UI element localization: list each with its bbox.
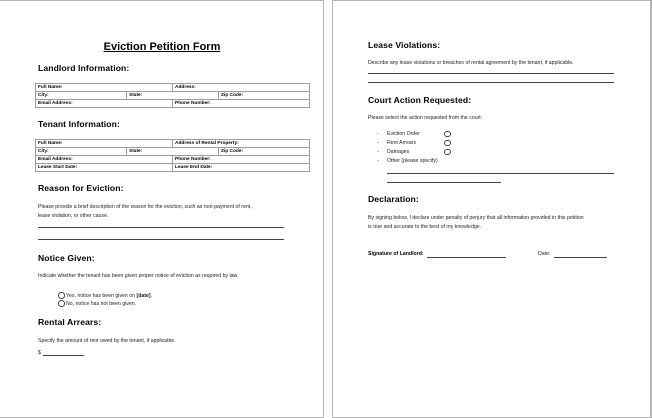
date-label: Date: xyxy=(538,251,551,257)
form-title: Eviction Petition Form xyxy=(103,41,221,53)
tenant-heading: Tenant Information: xyxy=(38,119,120,129)
table-row xyxy=(36,100,310,108)
table-row xyxy=(36,92,310,100)
notice-heading: Notice Given: xyxy=(38,253,95,263)
notice-yes-suffix: . xyxy=(150,293,153,299)
declaration-heading: Declaration: xyxy=(368,194,419,204)
landlord-city-field[interactable]: City: xyxy=(36,92,127,100)
lease-violations-instructions: Describe any lease violations or breaches of rental agreement by the tenant, if applicable. xyxy=(368,60,574,66)
other-specify-line-1[interactable] xyxy=(387,173,614,174)
bullet: - xyxy=(377,158,379,164)
table-row xyxy=(36,140,310,148)
landlord-state-field[interactable]: State: xyxy=(127,92,219,100)
reason-answer-line-2[interactable] xyxy=(38,239,284,240)
reason-instructions-1: Please provide a brief description of the reason for the eviction, such as non-payment of rent, xyxy=(38,204,252,210)
tenant-table xyxy=(35,139,310,172)
other-specify-line-2[interactable] xyxy=(387,182,501,183)
tenant-full-name-field[interactable]: Full Name: xyxy=(36,140,173,148)
lease-violations-line-2[interactable] xyxy=(368,82,614,83)
currency-symbol: $ xyxy=(38,350,41,356)
court-action-heading: Court Action Requested: xyxy=(368,95,472,105)
table-row xyxy=(36,84,310,92)
lease-end-date-field[interactable]: Lease End Date: xyxy=(173,164,310,172)
tenant-city-field[interactable]: City: xyxy=(36,148,127,156)
signature-label: Signature of Landlord: xyxy=(368,251,424,257)
option-damages-label: Damages xyxy=(387,149,410,155)
option-eviction-order-radio[interactable] xyxy=(444,131,451,138)
arrears-heading: Rental Arrears: xyxy=(38,317,102,327)
landlord-phone-field[interactable]: Phone Number: xyxy=(173,100,310,108)
option-damages-radio[interactable] xyxy=(444,149,451,156)
reason-heading: Reason for Eviction: xyxy=(38,183,124,193)
notice-no-label: No, notice has not been given. xyxy=(66,301,137,307)
notice-date-placeholder: [date] xyxy=(136,293,151,299)
table-row xyxy=(36,164,310,172)
landlord-address-field[interactable]: Address: xyxy=(173,84,310,92)
landlord-table xyxy=(35,83,310,108)
arrears-instructions: Specify the amount of rent owed by the tenant, if applicable. xyxy=(38,338,176,344)
declaration-text-1: By signing below, I declare under penalty of perjury that all information provided in this petition xyxy=(368,215,584,221)
bullet: - xyxy=(377,149,379,155)
option-other-label: Other (please specify) xyxy=(387,158,438,164)
reason-instructions-2: lease violation, or other cause. xyxy=(38,213,109,219)
tenant-phone-field[interactable]: Phone Number: xyxy=(173,156,310,164)
lease-violations-heading: Lease Violations: xyxy=(368,40,441,50)
landlord-full-name-field[interactable]: Full Name: xyxy=(36,84,173,92)
page-1 xyxy=(0,0,324,418)
notice-no-radio[interactable] xyxy=(58,300,65,307)
reason-answer-line-1[interactable] xyxy=(38,227,284,228)
option-rent-arrears-label: Rent Arrears xyxy=(387,140,417,146)
notice-yes-text: Yes, notice has been given on xyxy=(66,293,137,299)
notice-yes-label xyxy=(66,293,152,299)
declaration-text-2: is true and accurate to the best of my knowledge. xyxy=(368,224,482,230)
tenant-state-field[interactable]: State: xyxy=(127,148,219,156)
landlord-email-field[interactable]: Email Address: xyxy=(36,100,173,108)
lease-start-date-field[interactable]: Lease Start Date: xyxy=(36,164,173,172)
tenant-zip-field[interactable]: Zip Code: xyxy=(219,148,310,156)
option-rent-arrears-radio[interactable] xyxy=(444,140,451,147)
court-action-instructions: Please select the action requested from the court: xyxy=(368,115,483,121)
page-2 xyxy=(332,0,652,418)
notice-yes-radio[interactable] xyxy=(58,292,65,299)
option-eviction-order-label: Eviction Order xyxy=(387,131,420,137)
table-row xyxy=(36,148,310,156)
arrears-amount-line[interactable] xyxy=(43,355,84,356)
bullet: - xyxy=(377,140,379,146)
tenant-email-field[interactable]: Email Address: xyxy=(36,156,173,164)
table-row xyxy=(36,156,310,164)
landlord-heading: Landlord Information: xyxy=(38,63,130,73)
notice-instructions: Indicate whether the tenant has been given proper notice of eviction as required by law. xyxy=(38,273,239,279)
lease-violations-line-1[interactable] xyxy=(368,73,614,74)
tenant-rental-address-field[interactable]: Address of Rental Property: xyxy=(173,140,310,148)
bullet: - xyxy=(377,131,379,137)
signature-line[interactable] xyxy=(427,257,506,258)
date-line[interactable] xyxy=(554,257,607,258)
landlord-zip-field[interactable]: Zip Code: xyxy=(219,92,310,100)
